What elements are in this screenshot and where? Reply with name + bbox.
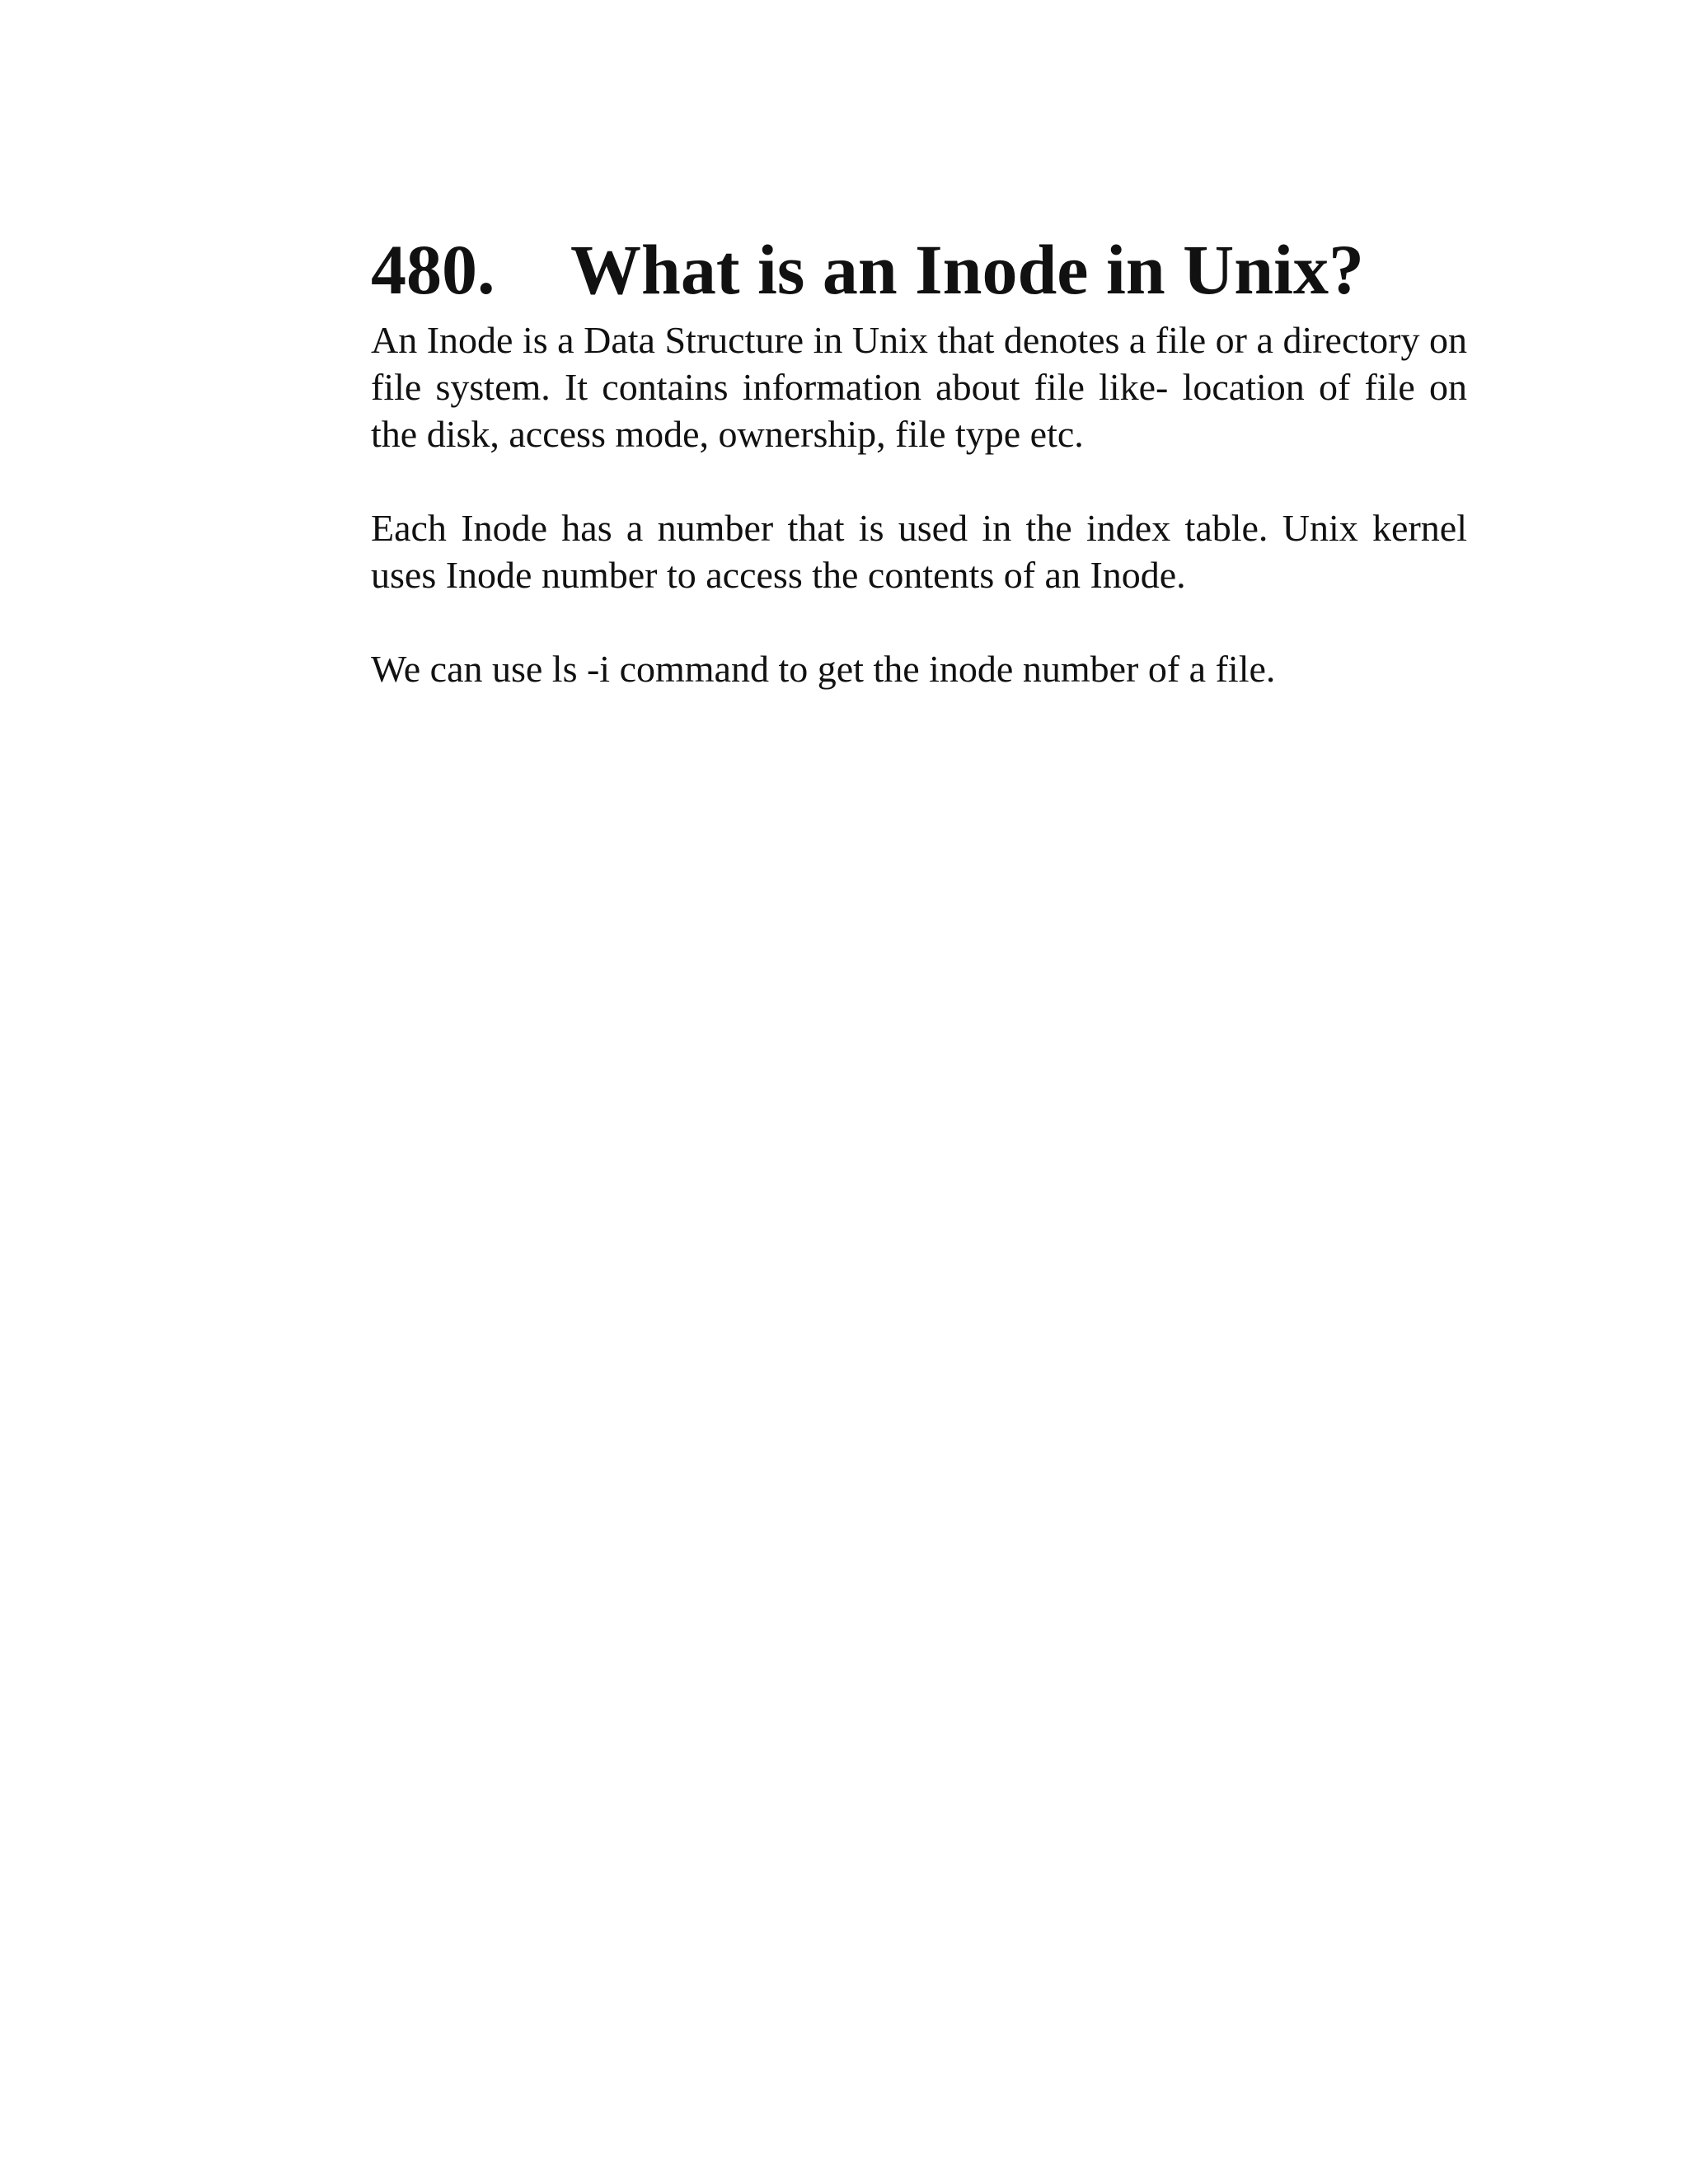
paragraph-definition: An Inode is a Data Structure in Unix that denotes a file or a directory on file system. It contains information about file like- location of file on the disk, access mode, ownership, file type etc. (371, 319, 1467, 455)
question-number: 480. (371, 230, 495, 309)
paragraph-inode-number: Each Inode has a number that is used in the index table. Unix kernel uses Inode number to access the contents of an Inode. (371, 507, 1467, 596)
document-page (371, 224, 1467, 739)
question-heading (371, 224, 1467, 315)
question-title: What is an Inode in Unix? (570, 230, 1365, 309)
paragraph-ls-command: We can use ls -i command to get the inode number of a file. (371, 648, 1276, 690)
